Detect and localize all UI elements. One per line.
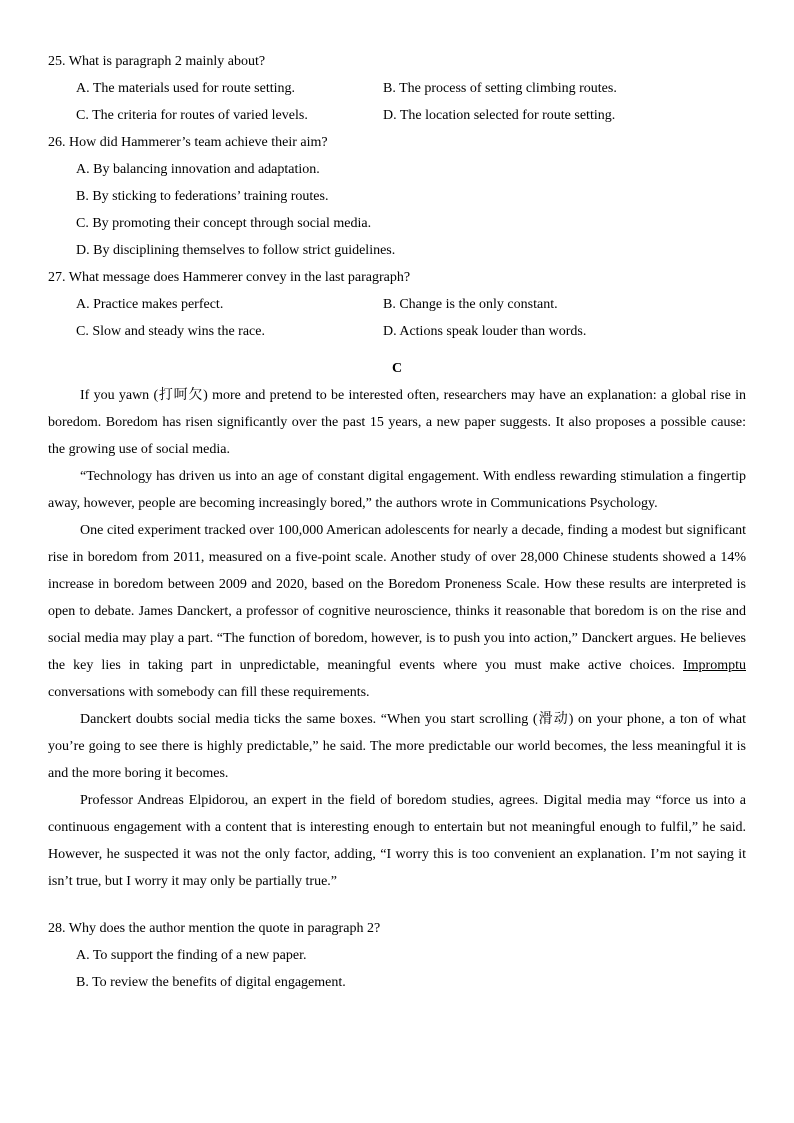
- section-title: C: [391, 361, 403, 376]
- question-26-stem: 26. How did Hammerer’s team achieve their aim?: [48, 135, 328, 150]
- question-26-option-d: D. By disciplining themselves to follow strict guidelines.: [76, 243, 396, 258]
- passage-paragraph-5: Professor Andreas Elpidorou, an expert in the field of boredom studies, agrees. Digital media may “force us into a continuous engagement with a content that is interesting enough to entertain but not meaningful enough to fulfil,” he said. However, he suspected it was not the only factor, adding, “I worry this is too convenient an explanation. I’m not saying it isn’t true, but I worry it may only be partially true.”: [48, 793, 746, 889]
- passage-paragraph-2: “Technology has driven us into an age of constant digital engagement. With endless rewarding stimulation a fingertip away, however, people are becoming increasingly bored,” the authors wrote in Communications Psychology.: [48, 469, 746, 511]
- passage-paragraph-3: [48, 517, 746, 706]
- passage-paragraph-1: If you yawn (打呵欠) more and pretend to be interested often, researchers may have an explanation: a global rise in boredom. Boredom has risen significantly over the past 15 years, a new paper suggests. It also proposes a possible cause: the growing use of social media.: [48, 388, 746, 457]
- question-25-option-c: C. The criteria for routes of varied levels.: [76, 108, 308, 123]
- question-25-options: [48, 75, 746, 129]
- question-27-options: [48, 291, 746, 345]
- question-27-option-c: C. Slow and steady wins the race.: [76, 324, 265, 339]
- question-26-option-a: A. By balancing innovation and adaptation.: [76, 162, 320, 177]
- question-26-options: [48, 156, 746, 264]
- underlined-word-impromptu: Impromptu: [683, 658, 746, 673]
- question-28-option-b: B. To review the benefits of digital engagement.: [76, 975, 346, 990]
- question-25-option-b: B. The process of setting climbing routes.: [383, 81, 617, 96]
- exam-page: [48, 48, 746, 996]
- question-27-option-d: D. Actions speak louder than words.: [383, 324, 587, 339]
- passage-paragraph-4: Danckert doubts social media ticks the same boxes. “When you start scrolling (滑动) on your phone, a ton of what you’re going to see there is highly predictable,” he said. The more predictable our world becomes, the less meaningful it is and the more boring it becomes.: [48, 712, 746, 781]
- question-28-options: [48, 942, 746, 996]
- question-27-option-a: A. Practice makes perfect.: [76, 297, 224, 312]
- passage-paragraph-3-part-2: conversations with somebody can fill these requirements.: [48, 685, 370, 700]
- spacer: [48, 895, 746, 915]
- passage-paragraph-3-part-1: One cited experiment tracked over 100,000 American adolescents for nearly a decade, finding a modest but significant rise in boredom from 2011, measured on a five-point scale. Another study of over 28,000 Chinese students showed a 14% increase in boredom between 2009 and 2020, based on the Boredom Proneness Scale. How these results are interpreted is open to debate. James Danckert, a professor of cognitive neuroscience, thinks it reasonable that boredom is on the rise and social media may play a part. “The function of boredom, however, is to push you into action,” Danckert argues. He believes the key lies in taking part in unpredictable, meaningful events where you must make active choices.: [48, 523, 746, 673]
- question-27-stem: 27. What message does Hammerer convey in the last paragraph?: [48, 270, 411, 285]
- question-25-option-d: D. The location selected for route setting.: [383, 108, 616, 123]
- question-25-stem: 25. What is paragraph 2 mainly about?: [48, 54, 266, 69]
- question-28-option-a: A. To support the finding of a new paper.: [76, 948, 307, 963]
- question-26-option-b: B. By sticking to federations’ training routes.: [76, 189, 329, 204]
- question-25-option-a: A. The materials used for route setting.: [76, 81, 296, 96]
- question-26-option-c: C. By promoting their concept through social media.: [76, 216, 372, 231]
- question-27-option-b: B. Change is the only constant.: [383, 297, 558, 312]
- question-28-stem: 28. Why does the author mention the quote in paragraph 2?: [48, 921, 381, 936]
